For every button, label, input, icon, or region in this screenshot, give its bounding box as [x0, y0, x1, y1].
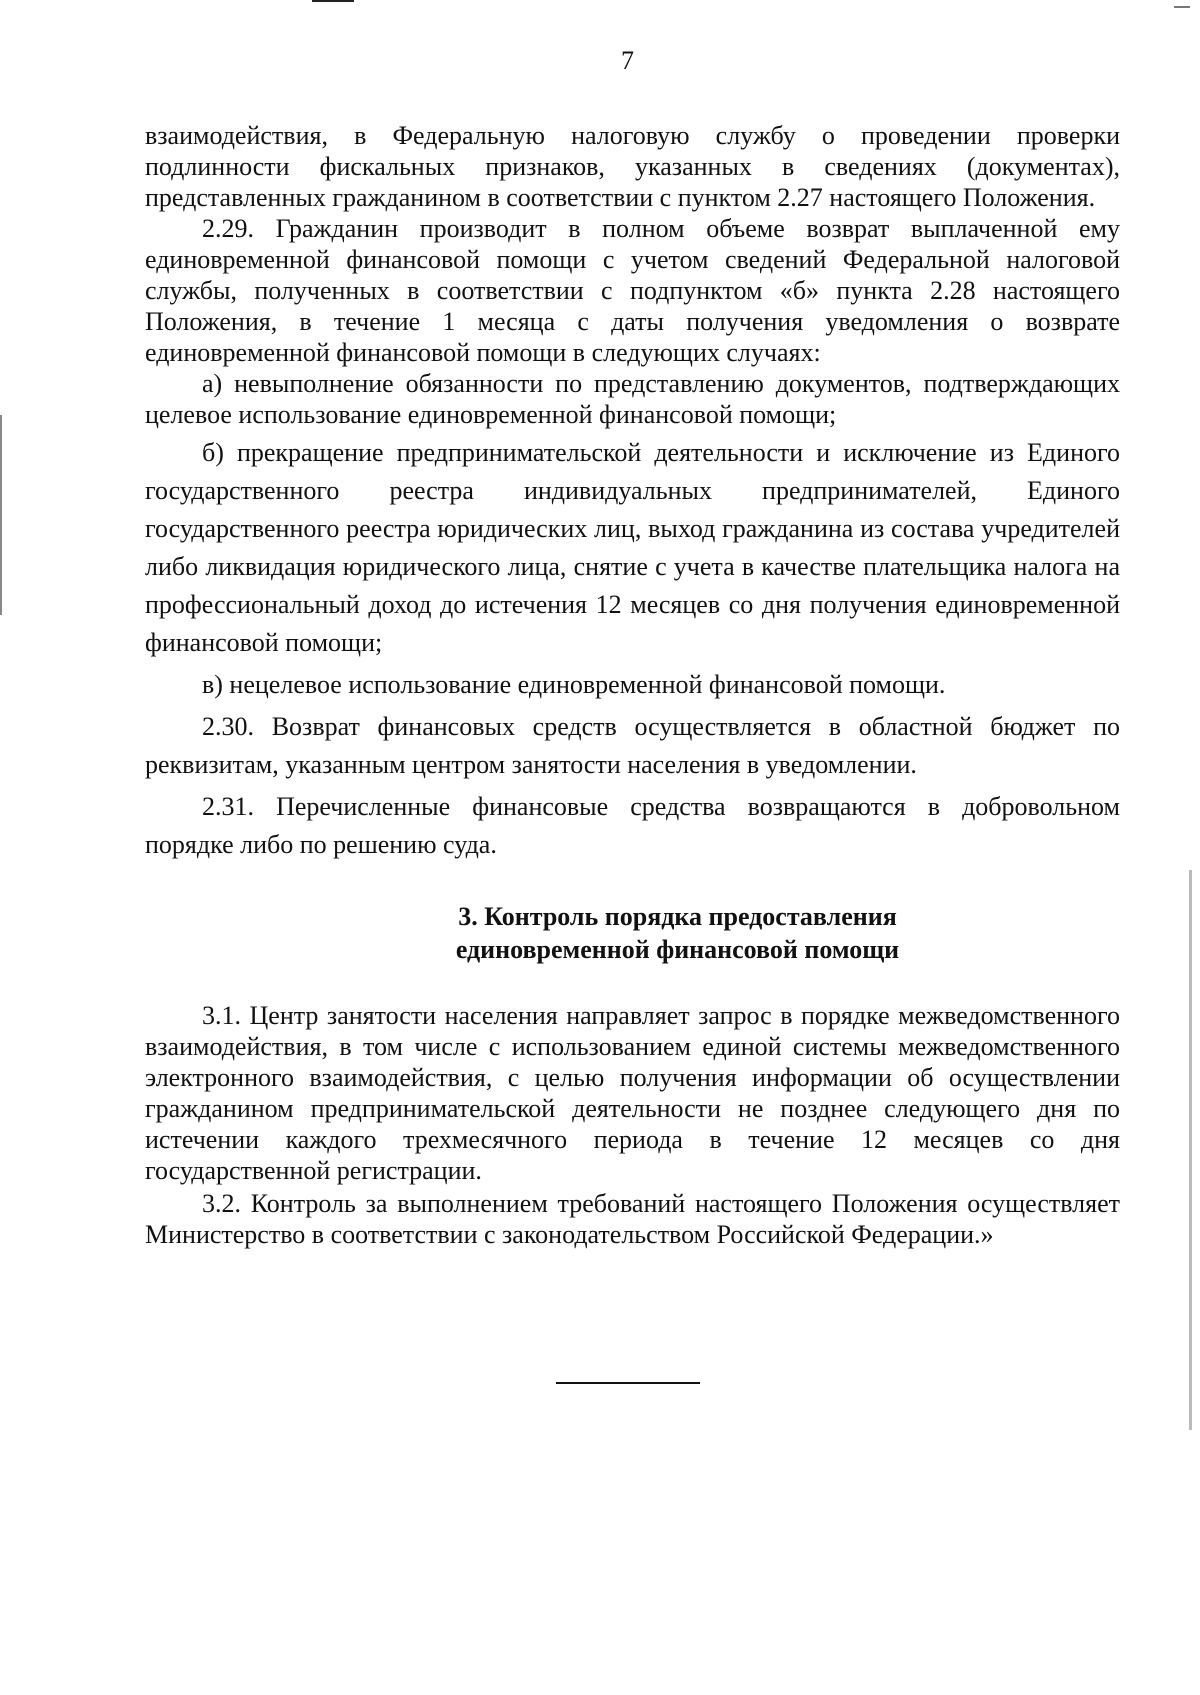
paragraph-3-1: 3.1. Центр занятости населения направляет запрос в порядке межведомственного взаимодействия, в том числе с использованием единой системы межведомственного электронного взаимодействия, с целью получения информации об осуществлении гражданином предпринимательской деятельности не позднее следующего дня по истечении каждого трехмесячного периода в течение 12 месяцев со дня государственной регистрации.: [145, 1001, 1120, 1185]
paragraph-2-29-v: в) нецелевое использование единовременной финансовой помощи.: [202, 670, 946, 699]
document-body: [145, 120, 1120, 1250]
scan-left-edge: [0, 415, 2, 615]
paragraph-2-29-a: а) невыполнение обязанности по представлению документов, подтверждающих целевое использование единовременной финансовой помощи;: [145, 369, 1120, 429]
paragraph-continuation: взаимодействия, в Федеральную налоговую службу о проведении проверки подлинности фискальных признаков, указанных в сведениях (документах), представленных гражданином в соответствии с пунктом 2.27 настоящего Положения.: [145, 121, 1120, 212]
section-heading-line-2: единовременной финансовой помощи: [455, 935, 900, 964]
paragraph-2-29: 2.29. Гражданин производит в полном объеме возврат выплаченной ему единовременной финансовой помощи с учетом сведений Федеральной налоговой службы, полученных в соответствии с подпунктом «б» пункта 2.28 настоящего Положения, в течение 1 месяца с даты получения уведомления о возврате единовременной финансовой помощи в следующих случаях:: [145, 214, 1120, 367]
paragraph-2-29-b: б) прекращение предпринимательской деятельности и исключение из Единого государственного реестра индивидуальных предпринимателей, Единого государственного реестра юридических лиц, выход гражданина из состава учредителей либо ликвидация юридического лица, снятие с учета в качестве плательщика налога на профессиональный доход до истечения 12 месяцев со дня получения единовременной финансовой помощи;: [145, 438, 1120, 657]
end-rule: [556, 1382, 700, 1384]
scan-right-edge: [1189, 870, 1192, 1430]
section-heading: [145, 900, 1120, 966]
scan-top-mark: [312, 0, 354, 2]
paragraph-2-31: 2.31. Перечисленные финансовые средства возвращаются в добровольном порядке либо по решению суда.: [145, 792, 1120, 859]
page-number: 7: [621, 46, 634, 75]
section-heading-line-1: 3. Контроль порядка предоставления: [458, 902, 897, 931]
scan-corner-mark: [1174, 6, 1190, 8]
paragraph-3-2: 3.2. Контроль за выполнением требований настоящего Положения осуществляет Министерство в соответствии с законодательством Российской Федерации.»: [145, 1189, 1120, 1249]
paragraph-2-30: 2.30. Возврат финансовых средств осуществляется в областной бюджет по реквизитам, указанным центром занятости населения в уведомлении.: [145, 712, 1120, 779]
